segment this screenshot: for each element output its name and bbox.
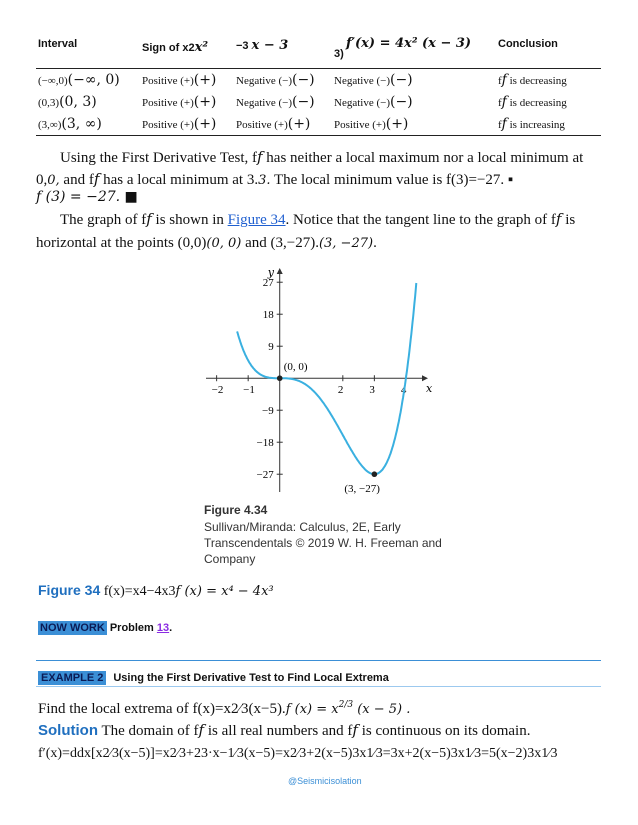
y-axis-arrow [277, 268, 283, 274]
x-tick-label: −1 [243, 384, 255, 397]
figure-34-link[interactable]: Figure 34 [227, 212, 286, 228]
x-axis-label: x [426, 382, 433, 396]
problem-13-link[interactable]: 13 [156, 622, 170, 634]
table-row: (3,∞)(3, ∞) Positive (+)(+) Positive (+)(+) Positive (+)(+) ff is increasing [36, 113, 601, 136]
example-badge: EXAMPLE 2 [38, 671, 106, 685]
minimum-label: (3, −27) [344, 483, 380, 496]
y-tick-label: 27 [262, 277, 274, 290]
x-axis-arrow [422, 375, 428, 381]
figure-title: Figure 4.34 [204, 503, 268, 517]
cell-interval: (−∞,0) [38, 75, 68, 87]
example-header [38, 668, 389, 686]
figure-credit: Sullivan/Miranda: Calculus, 2E, Early Transcendentals © 2019 W. H. Freeman and Company [204, 520, 442, 566]
divider [36, 660, 601, 661]
y-axis-label: y [267, 266, 274, 279]
para3: Find the local extrema of f(x)=x2⁄3(x−5).f $(x) = x^{2/3}$ (x − 5) . [38, 700, 411, 717]
table-row: (−∞,0)(−∞, 0) Positive (+)(+) Negative (−)(−) Negative (−)(−) ff is decreasing [38, 72, 567, 88]
y-tick-label: 18 [262, 309, 274, 322]
example-title: Using the First Derivative Test to Find Local Extrema [113, 672, 389, 684]
y-tick-label: −9 [261, 405, 274, 418]
y-tick-label: −18 [256, 437, 274, 450]
para1-line3: f (3) = −27. ■ [36, 189, 138, 205]
x-tick-label: 4 [400, 384, 407, 397]
x-tick-label: 2 [337, 384, 344, 397]
para1-line2: 0,0, and ff has a local minimum at 3.3. The local minimum value is f(3)=−27. ▪ [36, 170, 514, 188]
table-row: (0,3)(0, 3) Positive (+)(+) Negative (−)(−) Negative (−)(−) ff is decreasing [38, 94, 567, 110]
footer-watermark: @Seismicisolation [288, 776, 362, 786]
origin-point [277, 375, 283, 381]
sign-chart-table [36, 28, 601, 136]
header-fprime: f′(x) = 4x² (x − 3) [346, 36, 472, 51]
header-conclusion: Conclusion [498, 38, 558, 50]
x-tick-label: 3 [369, 384, 375, 397]
para2-line1: The graph of ff is shown in Figure 34. Notice that the tangent line to the graph of ff is [60, 210, 576, 228]
header-sign-x2: Sign of x2x² [142, 40, 209, 55]
x-tick-label: −2 [211, 384, 224, 397]
para2-line2: horizontal at the points (0,0)(0, 0) and (3,−27).(3, −27). [36, 235, 377, 251]
header-interval: Interval [38, 38, 78, 50]
minimum-point [372, 471, 378, 477]
solution-line: Solution The domain of ff is all real numbers and ff is continuous on its domain. [38, 721, 531, 739]
function-graph [190, 258, 450, 508]
origin-label: (0, 0) [283, 361, 308, 374]
para1-line1: Using the First Derivative Test, ff has neither a local maximum nor a local minimum at [60, 148, 584, 166]
y-tick-label: 9 [268, 341, 274, 354]
derivative-line: f′(x)=ddx[x2⁄3(x−5)]=x2⁄3+23·x−1⁄3(x−5)=x2⁄3+2(x−5)3x1⁄3=3x+2(x−5)3x1⁄3=5(x−2)3x1⁄3 [38, 746, 558, 761]
figure-caption: Figure 34 f(x)=x4−4x3f (x) = x⁴ − 4x³ [38, 582, 274, 599]
table-header [36, 28, 601, 69]
header-neg3: −3 x − 3 [236, 38, 289, 53]
divider [36, 686, 601, 687]
y-tick-label: −27 [256, 469, 274, 482]
now-work: NOW WORK Problem 13. [40, 622, 173, 634]
header-fprime-note: 3) [334, 48, 344, 60]
